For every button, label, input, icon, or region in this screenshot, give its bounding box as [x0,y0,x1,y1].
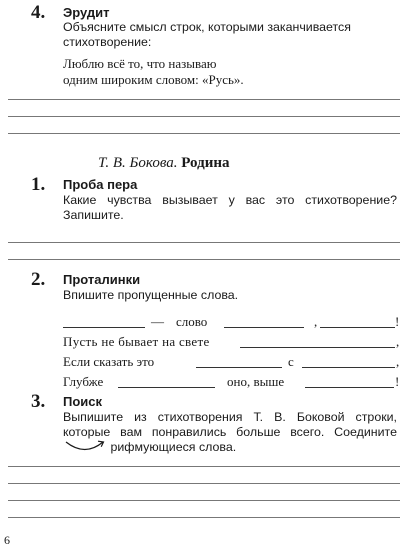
task-3-number: 3. [31,391,46,412]
task-2-heading: Проталинки [63,272,141,287]
fill-in-blank[interactable] [196,367,282,368]
poem-word: слово [176,314,208,329]
fill-in-blank[interactable] [118,387,215,388]
page-number: 6 [4,533,10,547]
task-1-instruction: Какие чувства вызывает у вас это стихотворение? Запишите. [63,193,397,222]
poem-line-3-text: Если сказать это [63,354,155,369]
fill-in-blank[interactable] [305,387,394,388]
task-1-number: 1. [31,174,46,195]
task-4-number: 4. [31,2,46,23]
task-3-instruction-start: Выпишите из стихотворения Т. В. Боковой строки, которые вам понравились больше всего. Соедините [63,410,397,439]
section-title [98,155,230,172]
fill-in-blank[interactable] [302,367,395,368]
task-2-instruction: Впишите пропущенные слова. [63,288,239,302]
poem-comma: , [396,334,400,349]
task-2-number: 2. [31,269,46,290]
poem-exclamation: ! [395,314,400,329]
answer-line[interactable] [8,242,400,243]
task-3-heading: Поиск [63,394,103,409]
fill-in-blank[interactable] [320,327,395,328]
fill-in-blank[interactable] [63,327,145,328]
answer-line[interactable] [8,517,400,518]
task-4-quote-line-1: Люблю всё то, что называю [63,56,217,71]
task-1-heading: Проба пера [63,177,138,192]
poem-comma: , [314,314,318,329]
answer-line[interactable] [8,116,400,117]
poem-comma: , [396,354,400,369]
poem-line-4-middle: оно, выше [227,374,285,389]
answer-line[interactable] [8,466,400,467]
poem-line-4-text: Глубже [63,374,104,389]
poem-line-2-text: Пусть не бывает на свете [63,334,210,349]
answer-line[interactable] [8,99,400,100]
poem-dash: — [151,314,164,329]
fill-in-blank[interactable] [240,347,395,348]
connect-arc-icon [63,440,107,452]
task-3-instruction-end: рифмующиеся слова. [110,440,237,454]
section-author: Т. В. Бокова. [98,155,178,171]
poem-word-s: с [288,354,294,369]
task-3-instruction [63,410,397,455]
task-4-heading: Эрудит [63,5,110,20]
answer-line[interactable] [8,259,400,260]
task-4-quote-line-2: одним широким словом: «Русь». [63,72,244,87]
answer-line[interactable] [8,133,400,134]
section-work-title: Родина [181,155,230,171]
poem-exclamation: ! [395,374,400,389]
answer-line[interactable] [8,500,400,501]
fill-in-blank[interactable] [224,327,304,328]
task-4-instruction: Объясните смысл строк, которыми заканчивается стихотворение: [63,20,351,49]
answer-line[interactable] [8,483,400,484]
